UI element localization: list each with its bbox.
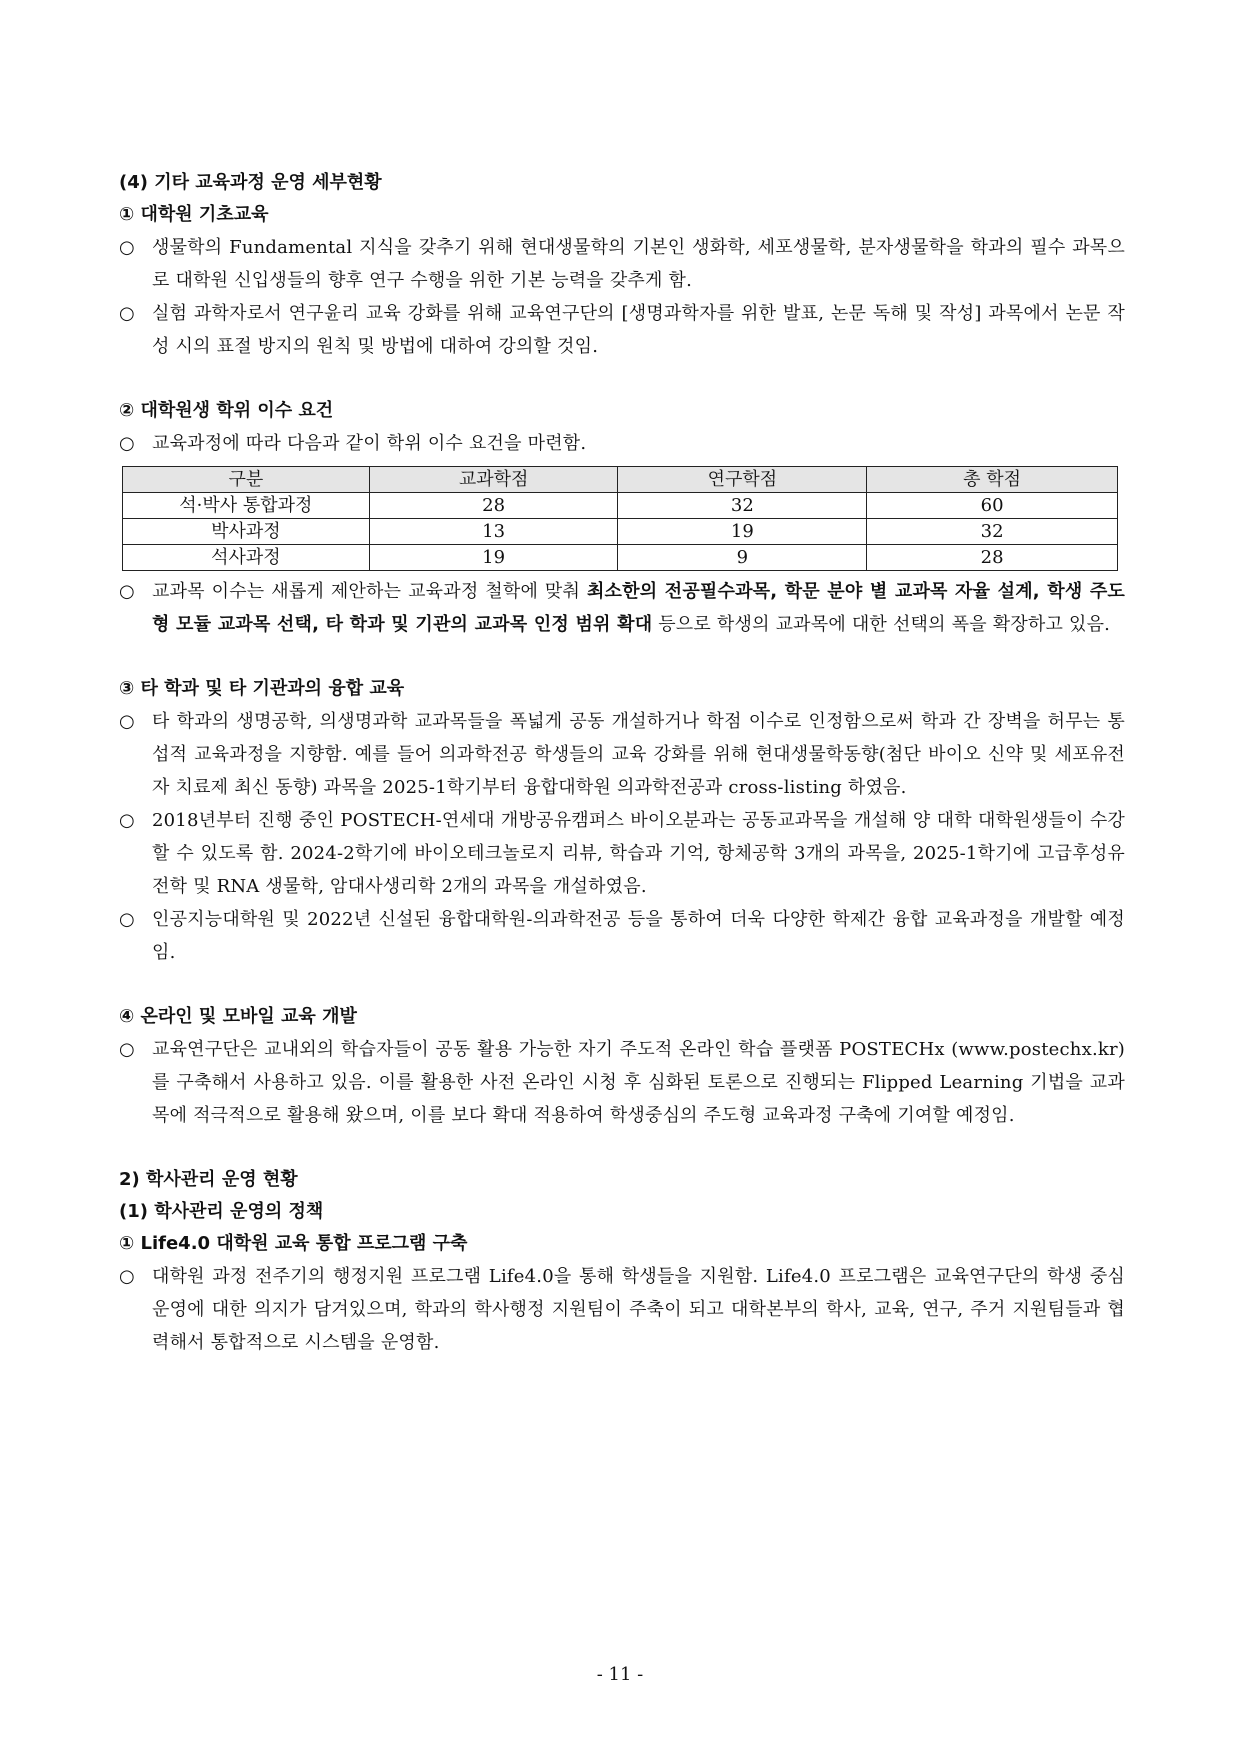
circle-bullet-icon: ○ [119, 810, 135, 831]
table-cell: 9 [618, 545, 867, 571]
bullet-paragraph [119, 1260, 1125, 1359]
paragraph-text: 생물학의 Fundamental 지식을 갖추기 위해 현대생물학의 기본인 생화학, 세포생물학, 분자생물학을 학과의 필수 과목으로 대학원 신입생들의 향후 연구 수행을 위한 기본 능력을 갖추게 함. [152, 237, 1125, 291]
subsection-heading-convergence-education: ③ 타 학과 및 타 기관과의 융합 교육 [119, 678, 405, 699]
table-cell: 32 [867, 519, 1118, 545]
circle-bullet-icon: ○ [119, 237, 135, 258]
paragraph-text-post: 등으로 학생의 교과목에 대한 선택의 폭을 확장하고 있음. [652, 614, 1111, 635]
table-cell: 19 [369, 545, 618, 571]
table-row [123, 493, 1118, 519]
table-header-cell: 구분 [123, 467, 370, 493]
bullet-paragraph [119, 231, 1125, 297]
circle-bullet-icon: ○ [119, 1039, 135, 1060]
item-heading-life40: ① Life4.0 대학원 교육 통합 프로그램 구축 [119, 1233, 468, 1254]
bullet-paragraph [119, 297, 1125, 363]
table-cell: 32 [618, 493, 867, 519]
paragraph-text: 대학원 과정 전주기의 행정지원 프로그램 Life4.0을 통해 학생들을 지원함. Life4.0 프로그램은 교육연구단의 학생 중심 운영에 대한 의지가 담겨있으며, 학과의 학사행정 지원팀이 주축이 되고 대학본부의 학사, 교육, 연구, 주거 지원팀들과 협력해서 통합적으로 시스템을 운영함. [152, 1266, 1125, 1353]
table-row [123, 519, 1118, 545]
subsection-heading-online-education: ④ 온라인 및 모바일 교육 개발 [119, 1006, 357, 1027]
table-header-cell: 총 학점 [867, 467, 1118, 493]
subsection-heading-policy: (1) 학사관리 운영의 정책 [119, 1201, 324, 1222]
bullet-paragraph [119, 903, 1125, 969]
paragraph-text: 인공지능대학원 및 2022년 신설된 융합대학원-의과학전공 등을 통하여 더욱 다양한 학제간 융합 교육과정을 개발할 예정임. [152, 909, 1125, 963]
paragraph-text: 교육연구단은 교내외의 학습자들이 공동 활용 가능한 자기 주도적 온라인 학습 플랫폼 POSTECHx (www.postechx.kr)를 구축해서 사용하고 있음. 이를 활용한 사전 온라인 시청 후 심화된 토론으로 진행되는 Flipped Learning 기법을 교과목에 적극적으로 활용해 왔으며, 이를 보다 확대 적용하여 학생중심의 주도형 교육과정 구축에 기여할 예정임. [152, 1039, 1125, 1126]
table-cell: 석사과정 [123, 545, 370, 571]
document-page [119, 167, 1125, 1359]
section-heading-academic-management: 2) 학사관리 운영 현황 [119, 1169, 298, 1190]
table-cell: 28 [867, 545, 1118, 571]
bullet-paragraph [119, 575, 1125, 641]
bullet-paragraph [119, 804, 1125, 903]
paragraph-text: 실험 과학자로서 연구윤리 교육 강화를 위해 교육연구단의 [생명과학자를 위한 발표, 논문 독해 및 작성] 과목에서 논문 작성 시의 표절 방지의 원칙 및 방법에 대하여 강의할 것임. [152, 303, 1125, 357]
table-row [123, 545, 1118, 571]
circle-bullet-icon: ○ [119, 909, 135, 930]
table-cell: 박사과정 [123, 519, 370, 545]
circle-bullet-icon: ○ [119, 711, 135, 732]
paragraph-text: 타 학과의 생명공학, 의생명과학 교과목들을 폭넓게 공동 개설하거나 학점 이수로 인정함으로써 학과 간 장벽을 허무는 통섭적 교육과정을 지향함. 예를 들어 의과학전공 학생들의 교육 강화를 위해 현대생물학동향(첨단 바이오 신약 및 세포유전자 치료제 최신 동향) 과목을 2025-1학기부터 융합대학원 의과학전공과 cross-listing 하였음. [152, 711, 1125, 798]
page-number: - 11 - [596, 1664, 644, 1685]
table-cell: 60 [867, 493, 1118, 519]
circle-bullet-icon: ○ [119, 303, 135, 324]
circle-bullet-icon: ○ [119, 1266, 135, 1287]
paragraph-text: 2018년부터 진행 중인 POSTECH-연세대 개방공유캠퍼스 바이오분과는 공동교과목을 개설해 양 대학 대학원생들이 수강할 수 있도록 함. 2024-2학기에 바이오테크놀로지 리뷰, 학습과 기억, 항체공학 3개의 과목을, 2025-1학기에 고급후성유전학 및 RNA 생물학, 암대사생리학 2개의 과목을 개설하였음. [152, 810, 1125, 897]
paragraph-text: 교육과정에 따라 다음과 같이 학위 이수 요건을 마련함. [152, 433, 587, 454]
table-header-cell: 교과학점 [369, 467, 618, 493]
bullet-paragraph [119, 427, 1125, 460]
bullet-paragraph [119, 705, 1125, 804]
circle-bullet-icon: ○ [119, 581, 135, 602]
section-heading: (4) 기타 교육과정 운영 세부현황 [119, 172, 382, 193]
bullet-paragraph [119, 1033, 1125, 1132]
paragraph-text-emphasis: 최소한의 전공필수과목, 학문 분야 별 교과목 자율 설계, 학생 주도형 모듈 교과목 선택, 타 학과 및 기관의 교과목 인정 범위 확대 [152, 581, 1125, 635]
circle-bullet-icon: ○ [119, 433, 135, 454]
table-cell: 13 [369, 519, 618, 545]
table-cell: 19 [618, 519, 867, 545]
table-cell: 28 [369, 493, 618, 519]
table-header-cell: 연구학점 [618, 467, 867, 493]
degree-credit-table [122, 466, 1118, 571]
table-cell: 석·박사 통합과정 [123, 493, 370, 519]
subsection-heading-basic-education: ① 대학원 기초교육 [119, 204, 269, 225]
subsection-heading-degree-requirements: ② 대학원생 학위 이수 요건 [119, 400, 334, 421]
paragraph-text-pre: 교과목 이수는 새롭게 제안하는 교육과정 철학에 맞춰 [152, 581, 587, 602]
table-header-row [123, 467, 1118, 493]
